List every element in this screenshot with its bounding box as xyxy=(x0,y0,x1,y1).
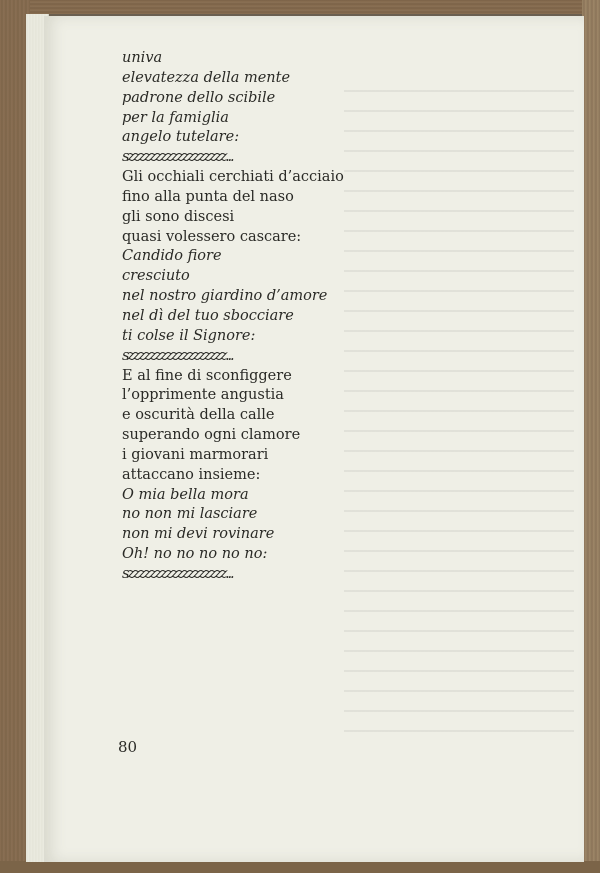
poem-line: univa xyxy=(122,50,163,66)
page-number: 80 xyxy=(118,738,138,756)
book-cover-right-edge xyxy=(582,0,600,873)
poem-line: nel nostro giardino d’amore xyxy=(122,288,328,305)
poem-line: elevatezza della mente xyxy=(122,69,291,86)
poem-line: l’opprimente angustia xyxy=(122,387,284,404)
poem-line: quasi volessero cascare: xyxy=(122,228,302,245)
poem-line: szzzzzzzzzzzzzzzzzz... xyxy=(122,565,233,582)
poem-line: nel dì del tuo sbocciare xyxy=(122,307,294,324)
poem-line: non mi devi rovinare xyxy=(122,526,275,543)
poem-line: szzzzzzzzzzzzzzzzzz... xyxy=(122,347,233,364)
poem-line: O mia bella mora xyxy=(122,486,249,503)
poem-line: cresciuto xyxy=(122,268,190,285)
poem-line: i giovani marmorari xyxy=(122,446,269,463)
poem-line: attaccano insieme: xyxy=(122,466,261,483)
book-cover-top-edge xyxy=(0,0,600,14)
poem-line: ti colse il Signore: xyxy=(122,327,256,344)
poem-line: gli sono discesi xyxy=(122,208,235,225)
poem-line: angelo tutelare: xyxy=(122,129,240,146)
poem-line: superando ogni clamore xyxy=(122,427,301,444)
poem-text xyxy=(122,49,442,585)
poem-line: no non mi lasciare xyxy=(122,506,258,523)
poem-line: Candido fiore xyxy=(122,248,222,265)
poem-line: per la famiglia xyxy=(122,109,229,126)
poem-line: e oscurità della calle xyxy=(122,407,275,424)
poem-line: padrone dello scibile xyxy=(122,89,276,106)
poem-line: fino alla punta del naso xyxy=(122,188,294,205)
poem-line: Oh! no no no no no: xyxy=(122,546,268,563)
poem-line: E al fine di sconfiggere xyxy=(122,367,292,384)
poem-line: Gli occhiali cerchiati d’acciaio xyxy=(122,169,344,186)
poem-line: szzzzzzzzzzzzzzzzzz... xyxy=(122,149,233,166)
book-cover-bottom-edge xyxy=(0,861,600,873)
